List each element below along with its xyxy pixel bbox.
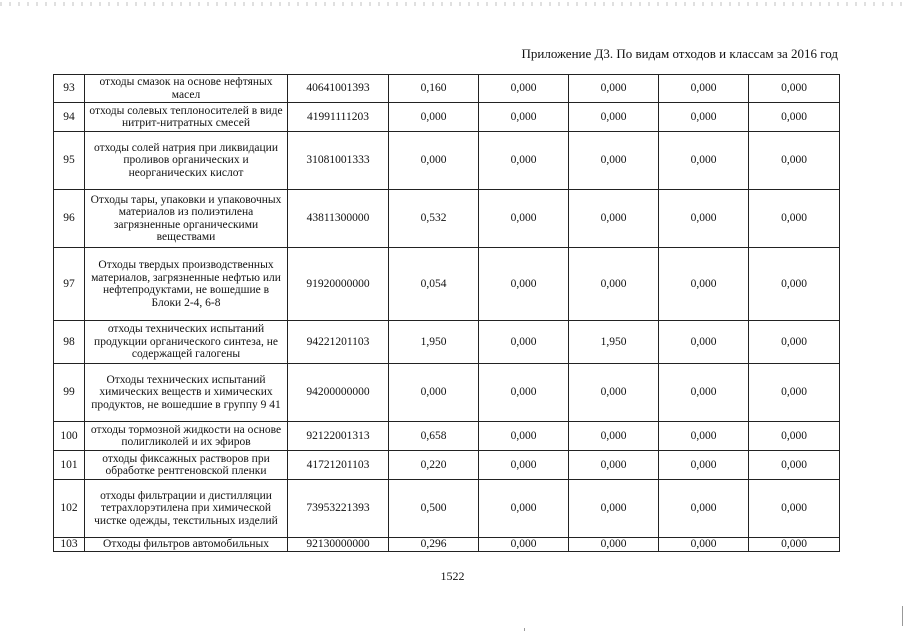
value-cell: 0,658 xyxy=(389,422,479,451)
fkko-code: 43811300000 xyxy=(288,190,389,248)
value-cell: 0,000 xyxy=(749,364,840,422)
value-cell: 0,054 xyxy=(389,248,479,321)
value-cell: 0,000 xyxy=(569,451,659,480)
value-cell: 0,000 xyxy=(569,480,659,538)
value-cell: 0,000 xyxy=(749,480,840,538)
value-cell: 0,000 xyxy=(389,364,479,422)
value-cell: 0,000 xyxy=(569,422,659,451)
scan-edge-artifact xyxy=(0,2,905,6)
value-cell: 0,000 xyxy=(479,75,569,103)
table-row xyxy=(54,75,840,103)
value-cell: 0,000 xyxy=(659,132,749,190)
fkko-code: 73953221393 xyxy=(288,480,389,538)
value-cell: 0,000 xyxy=(659,190,749,248)
value-cell: 0,000 xyxy=(749,190,840,248)
page-number: 1522 xyxy=(440,569,465,583)
value-cell: 0,000 xyxy=(479,422,569,451)
fkko-code: 41721201103 xyxy=(288,451,389,480)
row-number: 102 xyxy=(54,480,85,538)
value-cell: 0,500 xyxy=(389,480,479,538)
value-cell: 0,000 xyxy=(479,480,569,538)
table-row xyxy=(54,190,840,248)
table-row xyxy=(54,132,840,190)
row-number: 97 xyxy=(54,248,85,321)
value-cell: 0,000 xyxy=(569,190,659,248)
value-cell: 0,000 xyxy=(659,248,749,321)
value-cell: 0,000 xyxy=(749,451,840,480)
value-cell: 0,296 xyxy=(389,538,479,552)
fkko-code: 94200000000 xyxy=(288,364,389,422)
row-number: 98 xyxy=(54,321,85,364)
value-cell: 0,000 xyxy=(479,248,569,321)
row-number: 101 xyxy=(54,451,85,480)
value-cell: 0,000 xyxy=(389,103,479,132)
value-cell: 1,950 xyxy=(389,321,479,364)
waste-name: Отходы технических испытаний химических веществ и химических продуктов, не вошедшие в группу 9 41 xyxy=(85,364,288,422)
waste-name: отходы фиксажных растворов при обработке рентгеновской пленки xyxy=(85,451,288,480)
value-cell: 0,000 xyxy=(569,538,659,552)
row-number: 95 xyxy=(54,132,85,190)
value-cell: 0,000 xyxy=(479,364,569,422)
value-cell: 0,000 xyxy=(389,132,479,190)
scan-speck xyxy=(902,606,903,626)
value-cell: 0,000 xyxy=(749,538,840,552)
table-row xyxy=(54,321,840,364)
value-cell: 0,000 xyxy=(749,103,840,132)
value-cell: 0,000 xyxy=(569,103,659,132)
waste-name: отходы солевых теплоносителей в виде нитрит-нитратных смесей xyxy=(85,103,288,132)
value-cell: 0,000 xyxy=(749,248,840,321)
value-cell: 0,000 xyxy=(569,248,659,321)
waste-name: отходы смазок на основе нефтяных масел xyxy=(85,75,288,103)
waste-name: отходы фильтрации и дистилляции тетрахлорэтилена при химической чистке одежды, текстильных изделий xyxy=(85,480,288,538)
value-cell: 0,000 xyxy=(569,364,659,422)
waste-table xyxy=(53,74,840,552)
table-row xyxy=(54,364,840,422)
value-cell: 0,000 xyxy=(749,422,840,451)
row-number: 94 xyxy=(54,103,85,132)
value-cell: 0,000 xyxy=(659,364,749,422)
waste-name: отходы тормозной жидкости на основе полигликолей и их эфиров xyxy=(85,422,288,451)
row-number: 99 xyxy=(54,364,85,422)
fkko-code: 94221201103 xyxy=(288,321,389,364)
row-number: 103 xyxy=(54,538,85,552)
value-cell: 0,000 xyxy=(659,480,749,538)
waste-name: отходы технических испытаний продукции органического синтеза, не содержащей галогены xyxy=(85,321,288,364)
value-cell: 0,000 xyxy=(659,75,749,103)
fkko-code: 92122001313 xyxy=(288,422,389,451)
value-cell: 1,950 xyxy=(569,321,659,364)
fkko-code: 41991111203 xyxy=(288,103,389,132)
value-cell: 0,000 xyxy=(569,75,659,103)
value-cell: 0,000 xyxy=(659,538,749,552)
value-cell: 0,000 xyxy=(479,190,569,248)
value-cell: 0,000 xyxy=(479,451,569,480)
appendix-caption: Приложение Д3. По видам отходов и классам за 2016 год xyxy=(521,46,838,61)
value-cell: 0,000 xyxy=(659,321,749,364)
value-cell: 0,532 xyxy=(389,190,479,248)
waste-name: отходы солей натрия при ликвидации проливов органических и неорганических кислот xyxy=(85,132,288,190)
fkko-code: 91920000000 xyxy=(288,248,389,321)
row-number: 96 xyxy=(54,190,85,248)
table-row xyxy=(54,538,840,552)
waste-name: Отходы фильтров автомобильных xyxy=(85,538,288,552)
fkko-code: 92130000000 xyxy=(288,538,389,552)
value-cell: 0,000 xyxy=(749,75,840,103)
value-cell: 0,160 xyxy=(389,75,479,103)
scan-speck xyxy=(524,628,525,631)
value-cell: 0,000 xyxy=(479,538,569,552)
value-cell: 0,000 xyxy=(479,103,569,132)
value-cell: 0,000 xyxy=(569,132,659,190)
value-cell: 0,000 xyxy=(479,132,569,190)
waste-name: Отходы тары, упаковки и упаковочных материалов из полиэтилена загрязненные органическими веществами xyxy=(85,190,288,248)
waste-name: Отходы твердых производственных материалов, загрязненные нефтью или нефтепродуктами, не вошедшие в Блоки 2-4, 6-8 xyxy=(85,248,288,321)
table-row xyxy=(54,480,840,538)
table-row xyxy=(54,248,840,321)
table-row xyxy=(54,422,840,451)
table-row xyxy=(54,103,840,132)
value-cell: 0,000 xyxy=(659,451,749,480)
value-cell: 0,000 xyxy=(749,321,840,364)
value-cell: 0,000 xyxy=(659,422,749,451)
value-cell: 0,000 xyxy=(749,132,840,190)
fkko-code: 31081001333 xyxy=(288,132,389,190)
fkko-code: 40641001393 xyxy=(288,75,389,103)
row-number: 100 xyxy=(54,422,85,451)
table-row xyxy=(54,451,840,480)
value-cell: 0,220 xyxy=(389,451,479,480)
value-cell: 0,000 xyxy=(659,103,749,132)
value-cell: 0,000 xyxy=(479,321,569,364)
row-number: 93 xyxy=(54,75,85,103)
